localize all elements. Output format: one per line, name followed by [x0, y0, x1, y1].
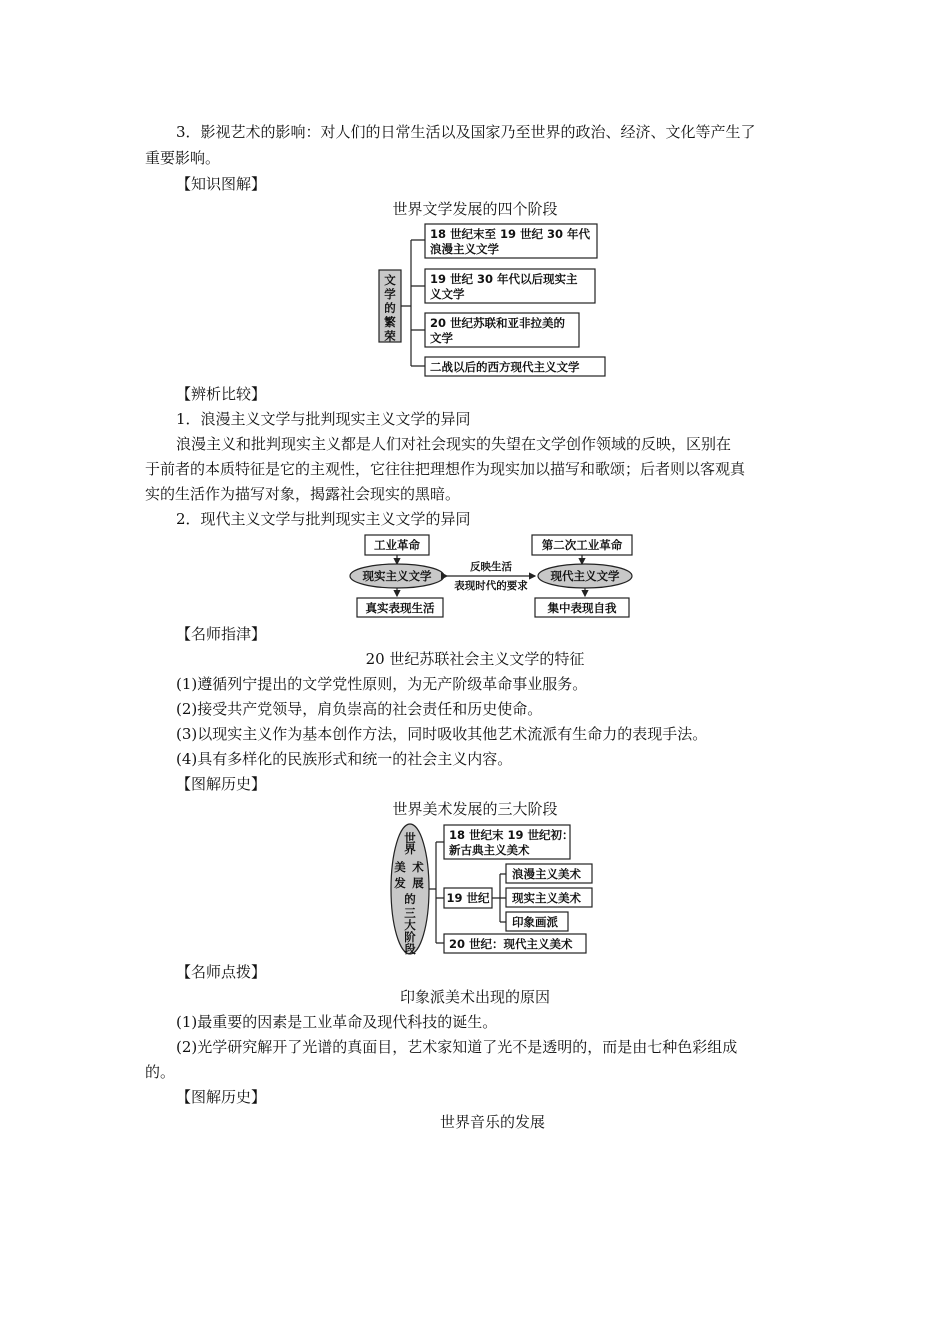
art-realism-label: 现实主义美术 [512, 891, 581, 905]
section-heading-teacher-2: 【名师点拨】 [176, 963, 267, 981]
second-industrial-revolution-label: 第二次工业革命 [541, 538, 623, 552]
compare-item-1-line-1: 浪漫主义和批判现实主义都是人们对社会现实的失望在文学创作领域的反映，区别在 [176, 435, 732, 453]
art-root-char-9: 大 [404, 918, 416, 932]
literature-root-char-3: 的 [384, 301, 396, 315]
art-root-char-3: 美 [394, 860, 406, 874]
teacher-1-item-3: (3)以现实主义作为基本创作方法，同时吸收其他艺术流派有生命力的表现手法。 [176, 725, 708, 743]
art-root-char-5: 发 [394, 876, 406, 890]
literature-root-char-5: 荣 [384, 329, 396, 343]
compare-item-1-title: 1．浪漫主义文学与批判现实主义文学的异同 [176, 410, 471, 428]
modernism-label: 现代主义文学 [550, 569, 620, 583]
compare-item-2-title: 2．现代主义文学与批判现实主义文学的异同 [176, 510, 471, 528]
teacher-2-item-3: 的。 [145, 1063, 176, 1081]
literature-stage-3-line-2: 文学 [430, 331, 453, 345]
art-stage-3-label: 20 世纪：现代主义美术 [449, 937, 573, 951]
art-romanticism-label: 浪漫主义美术 [512, 867, 581, 881]
realism-label: 现实主义文学 [362, 569, 432, 583]
literature-stage-1-line-2: 浪漫主义文学 [430, 242, 499, 256]
diagram-title-art: 世界美术发展的三大阶段 [392, 800, 558, 818]
intro-line-2: 重要影响。 [145, 149, 221, 167]
art-root-char-1: 世 [404, 831, 416, 845]
art-root-char-7: 的 [404, 892, 416, 906]
section-heading-knowledge: 【知识图解】 [176, 175, 267, 193]
art-root-char-6: 展 [412, 876, 424, 890]
literature-compare-diagram [345, 532, 640, 620]
teacher-1-title: 20 世纪苏联社会主义文学的特征 [365, 650, 585, 668]
compare-item-1-line-3: 实的生活作为描写对象，揭露社会现实的黑暗。 [145, 485, 461, 503]
literature-root-char-2: 学 [384, 287, 396, 301]
compare-item-1-line-2: 于前者的本质特征是它的主观性，它往往把理想作为现实加以描写和歌颂；后者则以客观真 [145, 460, 746, 478]
art-root-char-2: 界 [404, 842, 416, 856]
section-heading-compare: 【辨析比较】 [176, 385, 267, 403]
era-requirement-label: 表现时代的要求 [454, 580, 528, 592]
art-root-char-10: 阶 [404, 930, 416, 944]
art-stages-diagram [390, 822, 600, 957]
art-connector [429, 842, 444, 943]
literature-stage-2-line-1: 19 世纪 30 年代以后现实主 [430, 272, 578, 286]
art-root-char-8: 三 [404, 906, 416, 920]
section-heading-teacher-1: 【名师指津】 [176, 625, 267, 643]
section-heading-history-2: 【图解历史】 [176, 1088, 267, 1106]
art-stage-1-line-2: 新古典主义美术 [449, 843, 530, 857]
art-root-char-11: 段 [404, 942, 416, 956]
literature-stage-3-line-1: 20 世纪苏联和亚非拉美的 [430, 316, 566, 330]
art-stage-1-line-1: 18 世纪末 19 世纪初： [449, 828, 574, 842]
self-expression-label: 集中表现自我 [547, 601, 617, 615]
reflect-life-label: 反映生活 [470, 561, 512, 573]
diagram-title-literature: 世界文学发展的四个阶段 [392, 200, 558, 218]
literature-root-char-1: 文 [384, 273, 396, 287]
literature-stage-4-line-1: 二战以后的西方现代主义文学 [430, 360, 580, 374]
art-stage-2-connector [492, 874, 506, 922]
intro-line-1: 3．影视艺术的影响：对人们的日常生活以及国家乃至世界的政治、经济、文化等产生了 [176, 123, 756, 141]
teacher-1-item-1: (1)遵循列宁提出的文学党性原则，为无产阶级革命事业服务。 [176, 675, 588, 693]
teacher-1-item-4: (4)具有多样化的民族形式和统一的社会主义内容。 [176, 750, 513, 768]
diagram-title-music: 世界音乐的发展 [439, 1113, 545, 1131]
literature-stage-2-line-2: 义文学 [430, 287, 465, 301]
art-root-char-4: 术 [412, 860, 424, 874]
literature-stages-diagram [375, 222, 615, 380]
literature-connector [401, 240, 425, 366]
teacher-2-title: 印象派美术出现的原因 [399, 988, 550, 1006]
industrial-revolution-label: 工业革命 [374, 538, 420, 552]
art-impressionism-label: 印象画派 [512, 915, 558, 929]
realistic-expression-label: 真实表现生活 [365, 601, 435, 615]
teacher-2-item-1: (1)最重要的因素是工业革命及现代科技的诞生。 [176, 1013, 498, 1031]
section-heading-history-1: 【图解历史】 [176, 775, 267, 793]
teacher-2-item-2: (2)光学研究解开了光谱的真面目，艺术家知道了光不是透明的，而是由七种色彩组成 [176, 1038, 738, 1056]
literature-root-char-4: 繁 [384, 315, 396, 329]
teacher-1-item-2: (2)接受共产党领导，肩负崇高的社会责任和历史使命。 [176, 700, 543, 718]
art-stage-2-label: 19 世纪 [446, 891, 490, 905]
literature-stage-1-line-1: 18 世纪末至 19 世纪 30 年代 [430, 227, 591, 241]
